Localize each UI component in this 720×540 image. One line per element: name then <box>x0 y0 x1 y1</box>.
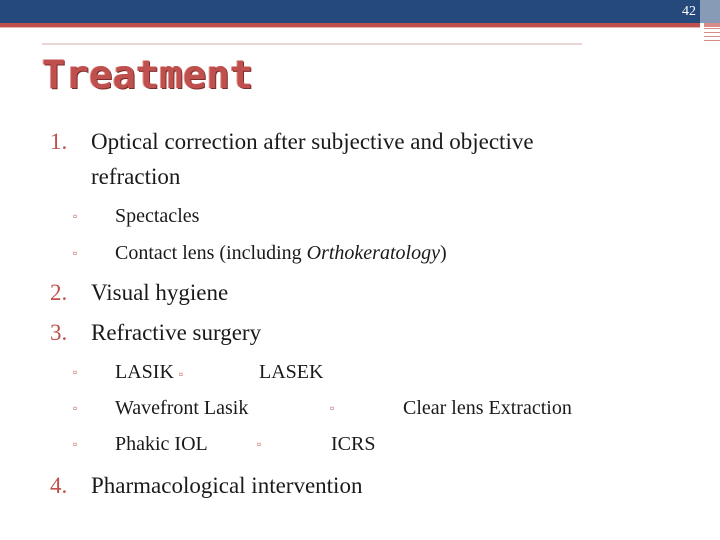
clear-lens-label: Clear lens Extraction <box>403 397 572 419</box>
wavefront-label: Wavefront Lasik <box>115 397 249 419</box>
header-bar <box>0 0 700 23</box>
list-text-continued: refraction <box>91 164 181 189</box>
list-number: 1. <box>50 129 68 154</box>
list-number: 3. <box>50 320 68 345</box>
lasik-label: LASIK <box>115 361 174 383</box>
header-bar-end <box>700 0 720 23</box>
contact-lens-prefix: Contact lens (including <box>115 242 307 264</box>
icrs-label: ICRS <box>331 433 376 455</box>
list-text: Pharmacological intervention <box>91 473 363 498</box>
slide-title: Treatment <box>42 53 254 98</box>
square-bullet-icon: ▫ <box>73 437 78 451</box>
decorative-lines <box>704 28 720 48</box>
list-text: Refractive surgery <box>91 320 262 345</box>
square-bullet-icon: ▫ <box>178 367 184 381</box>
sub-item-text <box>115 359 183 387</box>
slide-number: 42 <box>682 4 696 19</box>
accent-strip-thin <box>0 27 700 28</box>
square-bullet-icon: ▫ <box>73 401 78 415</box>
square-bullet-icon: ▫ <box>73 246 78 260</box>
contact-lens-suffix: ) <box>439 242 447 264</box>
accent-strip-end <box>704 23 720 27</box>
square-bullet-icon: ▫ <box>73 209 78 223</box>
sub-item-text: Spectacles <box>115 205 200 227</box>
list-text: Optical correction after subjective and objective <box>91 129 534 154</box>
lasek-label: LASEK <box>259 361 324 383</box>
square-bullet-icon: ▫ <box>73 365 78 379</box>
square-bullet-icon: ▫ <box>257 437 262 451</box>
phakic-label: Phakic IOL <box>115 433 208 455</box>
list-text: Visual hygiene <box>91 280 229 305</box>
square-bullet-icon: ▫ <box>330 401 335 415</box>
list-number: 2. <box>50 280 68 305</box>
list-number: 4. <box>50 473 68 498</box>
sub-item-text <box>115 240 447 266</box>
title-rule <box>42 43 582 45</box>
orthokeratology-term: Orthokeratology <box>306 242 440 264</box>
